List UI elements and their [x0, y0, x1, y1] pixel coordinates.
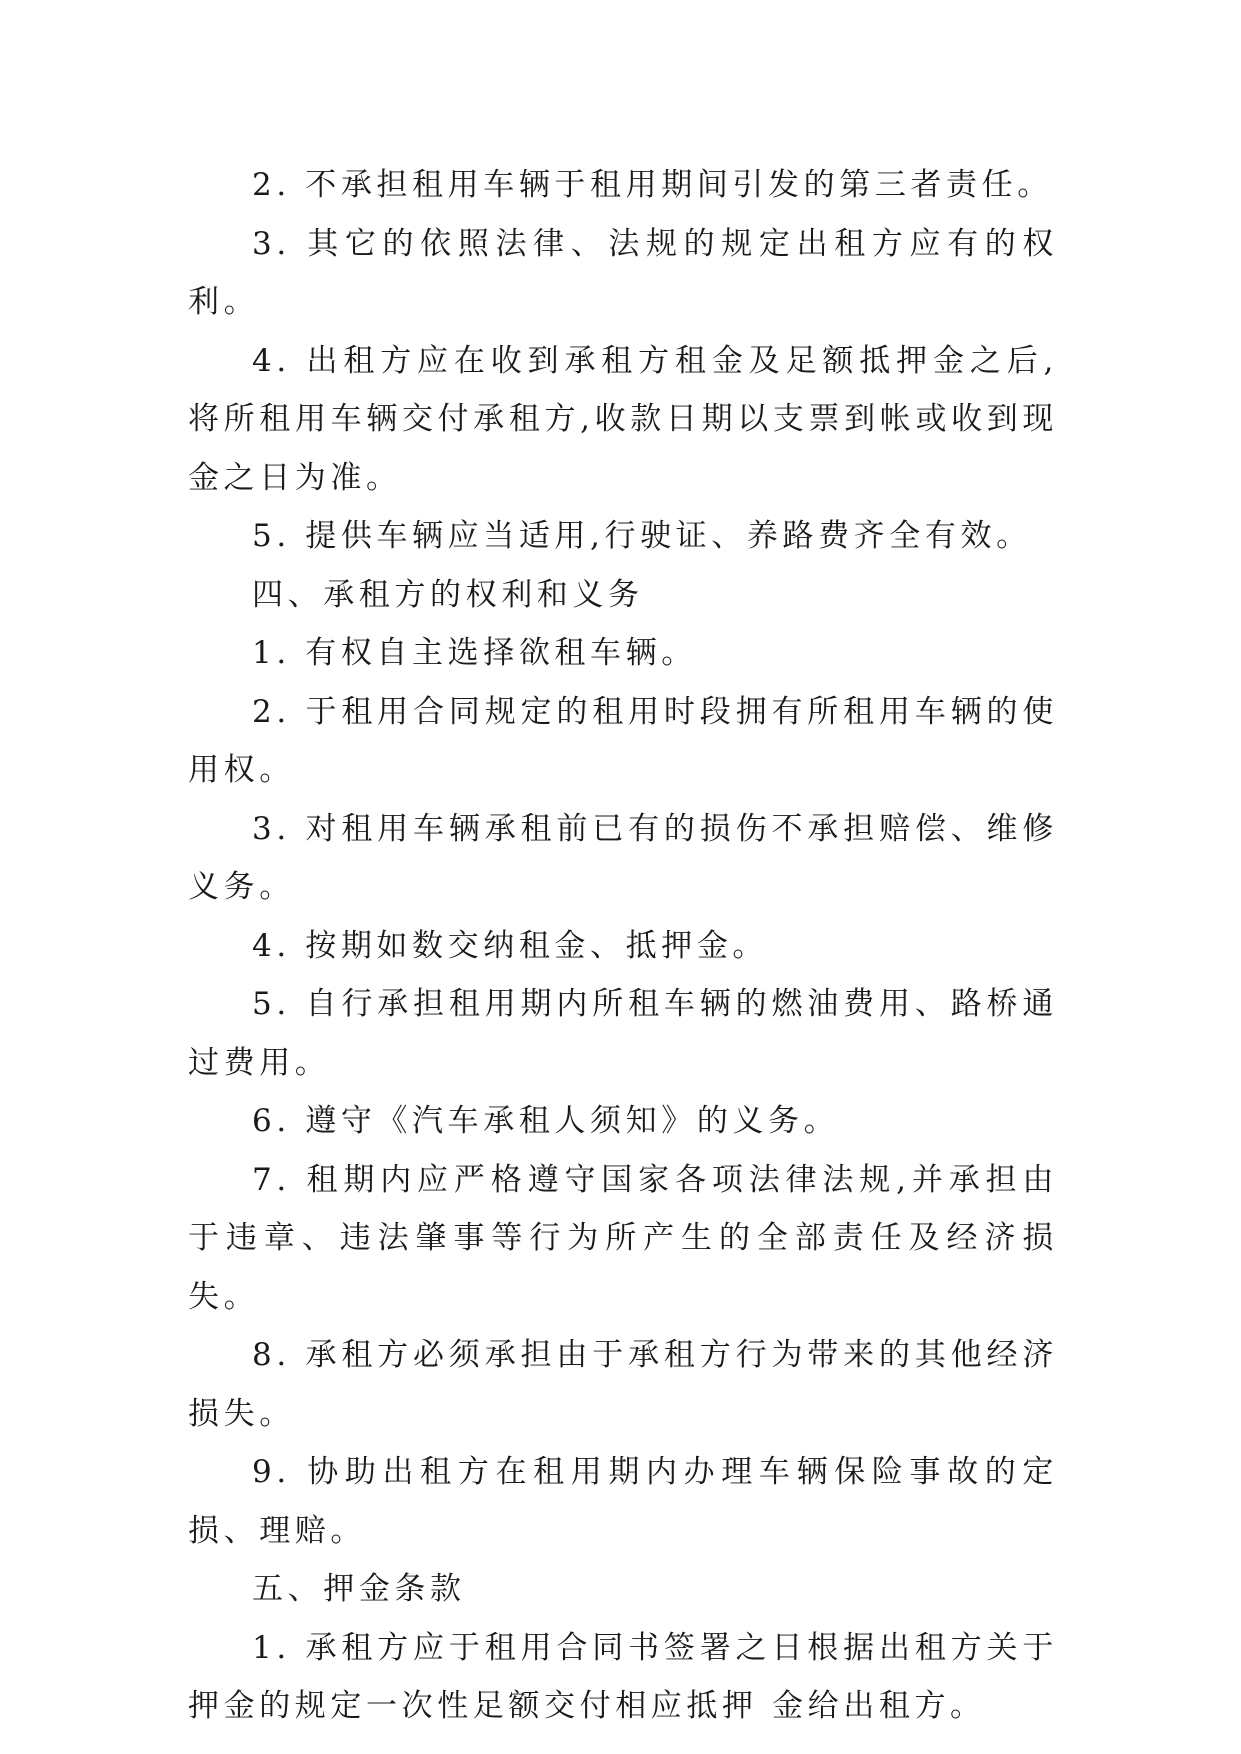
clause-lessee-prior-damage: 3. 对租用车辆承租前已有的损伤不承担赔偿、维修义务。 — [188, 810, 1058, 905]
clause-lessor-vehicle-delivery: 4. 出租方应在收到承租方租金及足额抵押金之后,将所租用车辆交付承租方,收款日期以支票到帐或收到现金之日为准。 — [188, 342, 1058, 496]
document-body — [188, 156, 1058, 1736]
clause-lessee-other-losses: 8. 承租方必须承担由于承租方行为带来的其他经济损失。 — [188, 1337, 1058, 1432]
clause-lessee-usage-right: 2. 于租用合同规定的租用时段拥有所租用车辆的使用权。 — [188, 693, 1058, 788]
clause-lessor-vehicle-valid: 5. 提供车辆应当适用,行驶证、养路费齐全有效。 — [252, 518, 1032, 554]
clause-lessor-other-rights: 3. 其它的依照法律、法规的规定出租方应有的权利。 — [188, 225, 1058, 320]
clause-lessee-obey-notice: 6. 遵守《汽车承租人须知》的义务。 — [252, 1103, 840, 1139]
clause-lessee-obey-law: 7. 租期内应严格遵守国家各项法律法规,并承担由于违章、违法肇事等行为所产生的全部责任及经济损失。 — [188, 1161, 1058, 1315]
clause-deposit-payment: 1. 承租方应于租用合同书签署之日根据出租方关于押金的规定一次性足额交付相应抵押 金给出租方。 — [188, 1629, 1058, 1724]
clause-lessee-insurance-assist: 9. 协助出租方在租用期内办理车辆保险事故的定损、理赔。 — [188, 1454, 1058, 1549]
clause-lessee-choose-vehicle: 1. 有权自主选择欲租车辆。 — [252, 635, 697, 671]
section-heading-lessee-rights: 四、承租方的权利和义务 — [252, 576, 644, 613]
section-heading-deposit: 五、押金条款 — [252, 1571, 466, 1607]
clause-lessee-fuel-toll: 5. 自行承担租用期内所租车辆的燃油费用、路桥通过费用。 — [188, 986, 1058, 1081]
clause-lessor-no-third-party-liability: 2. 不承担租用车辆于租用期间引发的第三者责任。 — [252, 167, 1053, 203]
clause-lessee-pay-rent: 4. 按期如数交纳租金、抵押金。 — [252, 927, 769, 964]
